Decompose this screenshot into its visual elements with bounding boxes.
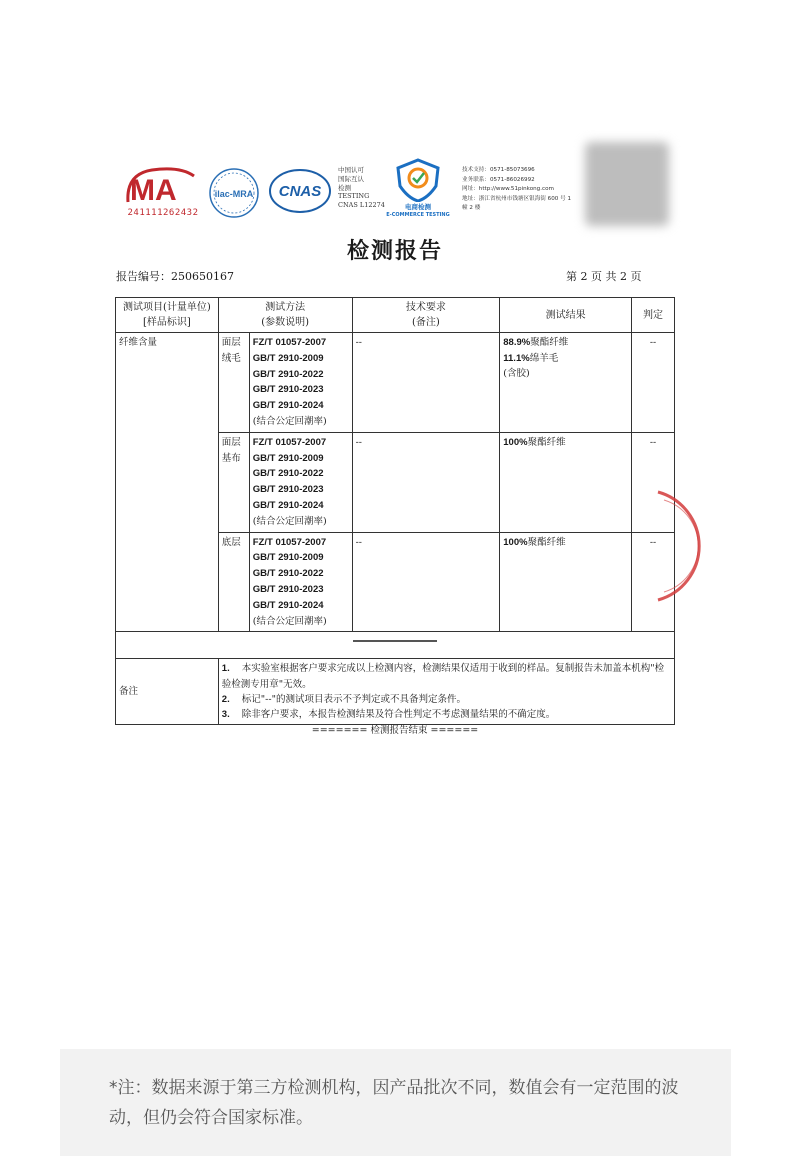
remark-text: 本实验室根据客户要求完成以上检测内容，检测结果仅适用于收到的样品。复制报告未加盖本机构"检验检测专用章"无效。 [221, 663, 665, 690]
result-fiber: 聚酯纤维 [530, 337, 569, 348]
contact-line: 幢 2 楼 [462, 205, 481, 212]
result-line [503, 351, 628, 367]
result-cell [500, 532, 632, 632]
header-item [116, 298, 219, 333]
header-req-line1: 技术要求 [405, 302, 446, 313]
result-fiber: 聚酯纤维 [527, 436, 566, 448]
requirement-cell: -- [352, 532, 500, 632]
method-standard: GB/T 2910-2023 [252, 384, 324, 396]
table-row [116, 333, 675, 433]
method-standard: GB/T 2910-2022 [252, 468, 324, 480]
cma-number: 241111262432 [127, 208, 199, 218]
ilac-text: ilac-MRA [214, 189, 254, 199]
header-req-line2: (备注) [412, 317, 440, 328]
qr-code-icon [585, 142, 669, 226]
remark-text: 除非客户要求，本报告检测结果及符合性判定不考虑测量结果的不确定度。 [241, 708, 556, 720]
layer-cell [218, 333, 249, 433]
method-standard: GB/T 2910-2024 [252, 400, 324, 412]
method-cell [249, 532, 352, 632]
layer-label: 基布 [221, 452, 241, 464]
method-standard: GB/T 2910-2024 [252, 599, 324, 611]
remark-item [222, 661, 671, 691]
ilac-mra-logo [208, 167, 260, 219]
result-line [503, 535, 628, 551]
separator-cell [116, 632, 675, 659]
cnas-caption-line: 中国认可 [338, 166, 364, 174]
remark-number: 3. [221, 708, 230, 720]
method-standard: FZ/T 01057-2007 [252, 436, 327, 448]
footer-note: *注：数据来源于第三方检测机构，因产品批次不同，数值会有一定范围的波动，但仍会符合国家标准。 [109, 1078, 679, 1128]
method-cell [249, 333, 352, 433]
method-standard: GB/T 2910-2009 [252, 352, 324, 364]
result-percent: 88.9% [503, 337, 531, 348]
layer-label: 面层 [221, 436, 241, 448]
remark-number: 2. [221, 693, 230, 705]
ecommerce-title: 电商检测 [405, 203, 431, 211]
result-line [503, 366, 628, 382]
cnas-text-mark: CNAS [278, 183, 322, 200]
judgement-cell: -- [632, 333, 675, 433]
ecommerce-testing-logo [392, 158, 444, 202]
layer-label: 底层 [221, 536, 241, 548]
test-item-cell: 纤维含量 [116, 333, 219, 632]
method-standard: GB/T 2910-2009 [252, 452, 324, 464]
remark-text: 标记"--"的测试项目表示不予判定或不具备判定条件。 [241, 693, 466, 705]
requirement-cell: -- [352, 333, 500, 433]
requirement-cell: -- [352, 432, 500, 532]
result-cell [500, 333, 632, 433]
contact-line: 地址：浙江省杭州市钱塘区银海街 600 号 1 [462, 195, 572, 202]
result-percent: 100% [503, 436, 528, 448]
header-requirement [352, 298, 500, 333]
layer-label: 绒毛 [221, 352, 241, 364]
remark-item [222, 707, 671, 722]
divider [353, 640, 437, 642]
header-item-line2: [样品标识] [142, 317, 191, 328]
judgement-cell: -- [632, 532, 675, 632]
header-judgement: 判定 [632, 298, 675, 333]
contact-line: 网址：http://www.51pinkong.com [462, 186, 554, 193]
cnas-caption-line: CNAS L12274 [338, 201, 385, 210]
remark-item [222, 692, 671, 707]
method-standard: GB/T 2910-2023 [252, 583, 324, 595]
result-fiber: (含胶) [503, 368, 530, 380]
svg-text:MA: MA [130, 174, 177, 207]
separator-row [116, 632, 675, 659]
result-line [503, 335, 628, 351]
remarks-row [116, 659, 675, 725]
cnas-caption-line: 检测 [338, 183, 351, 192]
method-standard: FZ/T 01057-2007 [252, 337, 327, 348]
report-number: 报告编号：250650167 [116, 270, 234, 283]
ecommerce-logo-caption [384, 203, 452, 219]
result-fiber: 绵羊毛 [529, 352, 559, 364]
page-indicator: 第 2 页 共 2 页 [566, 270, 642, 283]
header-item-line1: 测试项目(计量单位) [122, 302, 211, 313]
method-standard: GB/T 2910-2024 [252, 499, 324, 511]
test-results-table [115, 297, 675, 725]
method-cell [249, 432, 352, 532]
method-note: (结合公定回潮率) [252, 515, 327, 527]
result-cell [500, 432, 632, 532]
remarks-label: 备注 [116, 659, 219, 725]
method-standard: FZ/T 01057-2007 [252, 536, 327, 548]
layer-cell [218, 532, 249, 632]
layer-cell [218, 432, 249, 532]
result-percent: 11.1% [503, 352, 530, 364]
result-line [503, 435, 628, 451]
table-header-row [116, 298, 675, 333]
cnas-caption-line: TESTING [338, 192, 370, 201]
method-note: (结合公定回潮率) [252, 415, 327, 427]
header-method-line1: 测试方法 [265, 302, 306, 313]
contact-line: 技术支持：0571-85073696 [462, 167, 535, 173]
company-stamp [636, 484, 716, 608]
method-standard: GB/T 2910-2023 [252, 484, 324, 496]
method-standard: GB/T 2910-2022 [252, 368, 324, 380]
judgement-cell: -- [632, 432, 675, 532]
ecommerce-subtitle: E-COMMERCE TESTING [386, 212, 450, 218]
header-result: 测试结果 [500, 298, 632, 333]
remarks-cell [218, 659, 674, 725]
contact-info [462, 166, 571, 214]
result-fiber: 聚酯纤维 [527, 536, 566, 548]
cnas-logo [268, 168, 332, 214]
layer-label: 面层 [221, 337, 241, 348]
cnas-caption-line: 国际互认 [338, 174, 364, 183]
header-method-line2: (参数说明) [261, 317, 310, 328]
method-standard: GB/T 2910-2009 [252, 552, 324, 564]
remark-number: 1. [221, 663, 230, 675]
report-title: 检测报告 [346, 238, 443, 264]
method-note: (结合公定回潮率) [252, 615, 327, 627]
contact-line: 业务联系：0571-86026992 [462, 176, 535, 183]
result-percent: 100% [503, 536, 528, 548]
header-method [218, 298, 352, 333]
method-standard: GB/T 2910-2022 [252, 568, 324, 580]
report-end-marker: ======= 检测报告结束 ====== [311, 725, 479, 736]
cnas-caption [338, 166, 385, 210]
